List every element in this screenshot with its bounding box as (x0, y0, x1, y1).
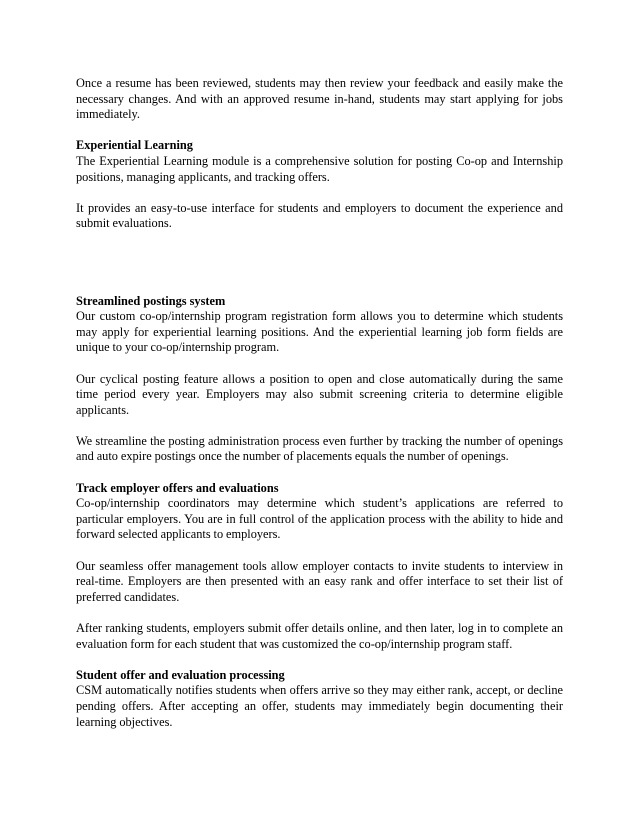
offers-paragraph-3: After ranking students, employers submit offer details online, and then later, log in to complete an evaluation form for each student that was customized the co-op/internship program staff. (76, 621, 563, 651)
postings-paragraph-2: Our cyclical posting feature allows a position to open and close automatically during the same time period every year. Employers may also submit screening criteria to determine eligible applicants. (76, 371, 563, 417)
section-streamlined-postings (76, 294, 563, 466)
section-heading-experiential-learning: Experiential Learning (76, 138, 193, 153)
section-heading-offer-processing: Student offer and evaluation processing (76, 667, 285, 682)
postings-paragraph-1: Our custom co-op/internship program registration form allows you to determine which students may apply for experiential learning positions. And the experiential learning job form fields are unique to your co-op/internship program. (76, 309, 563, 355)
document-page (76, 76, 563, 746)
offers-paragraph-1: Co-op/internship coordinators may determine which student’s applications are referred to particular employers. You are in full control of the application process with the ability to hide and forward selected applicants to employers. (76, 496, 563, 542)
section-heading-track-offers: Track employer offers and evaluations (76, 480, 279, 495)
intro-paragraph: Once a resume has been reviewed, students may then review your feedback and easily make the necessary changes. And with an approved resume in-hand, students may start applying for jobs immediately. (76, 76, 563, 122)
experiential-paragraph-1: The Experiential Learning module is a comprehensive solution for posting Co-op and Internship positions, managing applicants, and tracking offers. (76, 153, 563, 184)
section-experiential-learning (76, 138, 563, 232)
processing-paragraph-1: CSM automatically notifies students when offers arrive so they may either rank, accept, or decline pending offers. After accepting an offer, students may immediately begin documenting their learning objectives. (76, 683, 563, 729)
postings-paragraph-3: We streamline the posting administration process even further by tracking the number of openings and auto expire postings once the number of placements equals the number of openings. (76, 433, 563, 464)
section-track-offers (76, 481, 563, 653)
section-offer-processing (76, 668, 563, 730)
blank-space (76, 248, 563, 294)
experiential-paragraph-2: It provides an easy-to-use interface for students and employers to document the experience and submit evaluations. (76, 200, 563, 231)
section-heading-streamlined-postings: Streamlined postings system (76, 293, 226, 308)
offers-paragraph-2: Our seamless offer management tools allow employer contacts to invite students to interview in real-time. Employers are then presented with an easy rank and offer interface to set their list of preferred candidates. (76, 558, 563, 604)
